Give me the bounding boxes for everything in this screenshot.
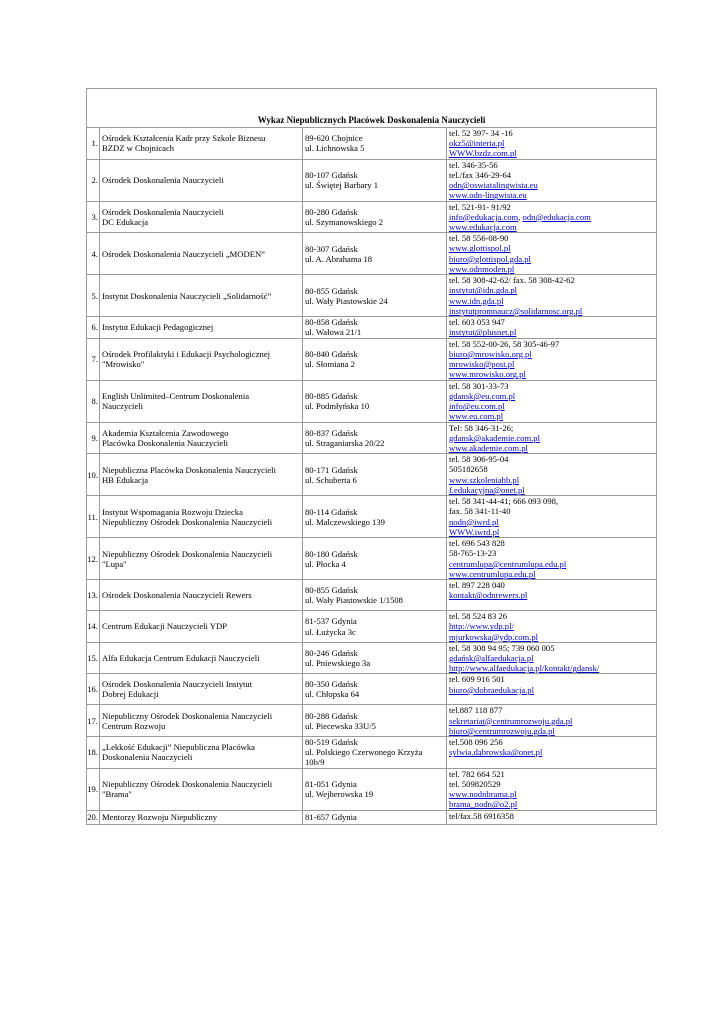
name-line: Ośrodek Doskonalenia Nauczycieli Instytut bbox=[102, 679, 253, 690]
contact-link[interactable]: www.edukacja.com bbox=[449, 222, 517, 233]
facility-address bbox=[303, 496, 447, 538]
contact-line bbox=[449, 433, 654, 443]
address-line: ul. Chłopska 64 bbox=[305, 689, 360, 700]
contact-link[interactable]: mrowisko@post.pl bbox=[449, 359, 515, 370]
contact-line: tel. 58 556-08-90 bbox=[449, 233, 509, 244]
table-row bbox=[87, 496, 657, 538]
contact-line bbox=[449, 243, 654, 253]
contact-link[interactable]: www.szkoleniahb.pl bbox=[449, 474, 520, 485]
row-number: 15. bbox=[87, 642, 100, 674]
name-line: „Lekkość Edukacji” Niepubliczna Placówka bbox=[102, 742, 255, 753]
name-line: Ośrodek Profilaktyki i Edukacji Psychologicznej bbox=[102, 348, 271, 359]
address-line: ul. Piecewska 33U/5 bbox=[305, 720, 376, 731]
facility-name bbox=[100, 380, 303, 422]
row-number: 8. bbox=[87, 380, 100, 422]
address-line: ul. Straganiarska 20/22 bbox=[305, 437, 385, 448]
contact-link[interactable]: info@edukacja.com bbox=[449, 211, 519, 222]
address-line: 80-180 Gdańsk bbox=[305, 548, 358, 559]
table-row bbox=[87, 275, 657, 317]
facility-address bbox=[303, 338, 447, 380]
address-line: 81-051 Gdynia bbox=[305, 778, 357, 789]
name-line: Niepubliczny Ośrodek Doskonalenia Nauczycieli bbox=[102, 778, 273, 789]
facility-address bbox=[303, 454, 447, 496]
address-line: 80-171 Gdańsk bbox=[305, 464, 358, 475]
name-line: Ośrodek Doskonalenia Nauczycieli bbox=[102, 175, 224, 185]
row-number: 1. bbox=[87, 128, 100, 160]
row-number: 2. bbox=[87, 159, 100, 201]
facility-name bbox=[100, 201, 303, 233]
address-line: ul. Łużycka 3c bbox=[305, 626, 356, 637]
table-row bbox=[87, 422, 657, 454]
facility-name bbox=[100, 159, 303, 201]
facility-address bbox=[303, 642, 447, 674]
table-row bbox=[87, 674, 657, 705]
facility-name bbox=[100, 642, 303, 674]
facility-name bbox=[100, 338, 303, 380]
row-number: 3. bbox=[87, 201, 100, 233]
row-number: 12. bbox=[87, 538, 100, 580]
contact-line: tel. 346-35-56 bbox=[449, 159, 498, 170]
facility-contact bbox=[447, 538, 657, 580]
table-row bbox=[87, 611, 657, 643]
row-number: 5. bbox=[87, 275, 100, 317]
name-line: DC Edukacja bbox=[102, 216, 149, 227]
address-line: ul. Malczewskiego 139 bbox=[305, 516, 385, 527]
address-line: 80-107 Gdańsk bbox=[305, 169, 358, 180]
address-line: 80-350 Gdańsk bbox=[305, 679, 358, 690]
table-row bbox=[87, 768, 657, 810]
row-number: 7. bbox=[87, 338, 100, 380]
address-line: ul. A. Abrahama 18 bbox=[305, 253, 373, 264]
contact-line: tel. 58 301-33-73 bbox=[449, 380, 509, 391]
contact-line bbox=[449, 569, 654, 579]
facility-address bbox=[303, 275, 447, 317]
contact-link[interactable]: biuro@dobraedukacja.pl bbox=[449, 684, 534, 695]
facility-name bbox=[100, 496, 303, 538]
contact-line bbox=[449, 663, 654, 673]
contact-link[interactable]: gdansk@akademie.com.pl bbox=[449, 432, 540, 443]
row-number: 17. bbox=[87, 705, 100, 737]
contact-link[interactable]: http://www.alfaedukacja.pl/kontakt/gdansk/ bbox=[449, 663, 600, 674]
address-line: 80-288 Gdańsk bbox=[305, 710, 358, 721]
contact-link[interactable]: www.centrumlupa.edu.pl bbox=[449, 568, 536, 579]
contact-link[interactable]: okz5@interia.pl bbox=[449, 138, 505, 149]
facility-address bbox=[303, 538, 447, 580]
facility-contact bbox=[447, 705, 657, 737]
facility-address bbox=[303, 705, 447, 737]
contact-link[interactable]: sekretariat@centrumrozwoju.gda.pl bbox=[449, 715, 573, 726]
table-row bbox=[87, 233, 657, 275]
contact-line: fax. 58 341-11-40 bbox=[449, 506, 511, 517]
facility-name bbox=[100, 128, 303, 160]
contact-line bbox=[449, 180, 654, 190]
contact-line bbox=[449, 747, 654, 757]
facility-name bbox=[100, 737, 303, 769]
name-line: Ośrodek Doskonalenia Nauczycieli Rewers bbox=[102, 590, 252, 601]
row-number: 4. bbox=[87, 233, 100, 275]
contact-link[interactable]: centrumlupa@centrumlupa.edu.pl bbox=[449, 558, 567, 569]
contact-line bbox=[449, 527, 654, 537]
facility-contact bbox=[447, 380, 657, 422]
name-line: "Lupa" bbox=[102, 558, 127, 569]
address-line: 81-537 Gdynia bbox=[305, 616, 357, 627]
facility-contact bbox=[447, 317, 657, 338]
facility-address bbox=[303, 674, 447, 705]
contact-line: 58-765-13-23 bbox=[449, 548, 497, 559]
contact-line bbox=[449, 369, 654, 379]
table-header-row bbox=[87, 89, 657, 128]
contact-line: info@edukacja.com, odn@edukacja.com bbox=[449, 211, 591, 222]
contact-line bbox=[449, 621, 654, 631]
contact-line: tel. 58 341-44-41; 666 093 098, bbox=[449, 496, 559, 507]
contact-line: tel. 58 306-95-04 bbox=[449, 454, 509, 465]
contact-line: tel. 897 228 040 bbox=[449, 580, 505, 591]
address-line: 80-280 Gdańsk bbox=[305, 206, 358, 217]
contact-line bbox=[449, 296, 654, 306]
address-line: ul. Wały Piastowskie 24 bbox=[305, 295, 388, 306]
row-number: 9. bbox=[87, 422, 100, 454]
address-line: 10b/9 bbox=[305, 757, 325, 768]
contact-line bbox=[449, 349, 654, 359]
facility-name bbox=[100, 810, 303, 824]
facility-name bbox=[100, 454, 303, 496]
name-line: Centrum Rozwoju bbox=[102, 720, 166, 731]
name-line: Instytut Doskonalenia Nauczycieli „Solidarność” bbox=[102, 290, 272, 301]
contact-line bbox=[449, 685, 654, 695]
facility-contact bbox=[447, 737, 657, 769]
facility-contact bbox=[447, 201, 657, 233]
facility-contact bbox=[447, 580, 657, 611]
address-line: 80-840 Gdańsk bbox=[305, 348, 358, 359]
facility-address bbox=[303, 768, 447, 810]
facility-contact bbox=[447, 233, 657, 275]
name-line: Niepubliczna Placówka Doskonalenia Nauczycieli bbox=[102, 464, 276, 475]
table-row bbox=[87, 128, 657, 160]
contact-line: tel. 609 916 501 bbox=[449, 674, 505, 685]
facility-name bbox=[100, 768, 303, 810]
address-line: ul. Lichnowska 5 bbox=[305, 143, 365, 154]
contact-link[interactable]: www.idn.gda.pl bbox=[449, 295, 504, 306]
contact-line: tel. 52 397- 34 -16 bbox=[449, 128, 513, 138]
name-line: Nauczycieli bbox=[102, 401, 144, 412]
address-line: ul. Schuberta 6 bbox=[305, 474, 357, 485]
name-line: Centrum Edukacji Nauczycieli YDP bbox=[102, 621, 227, 632]
facility-name bbox=[100, 674, 303, 705]
address-line: 80-519 Gdańsk bbox=[305, 737, 358, 748]
contact-link[interactable]: www.nodnbrama.pl bbox=[449, 789, 517, 800]
contact-line: tel. 782 664 521 bbox=[449, 768, 505, 779]
contact-line bbox=[449, 327, 654, 337]
facility-address bbox=[303, 810, 447, 824]
name-line: Dobrej Edukacji bbox=[102, 689, 159, 700]
contact-line bbox=[449, 285, 654, 295]
address-line: ul. Polskiego Czerwonego Krzyża bbox=[305, 747, 423, 758]
name-line: Instytut Edukacji Pedagogicznej bbox=[102, 322, 214, 333]
contact-line bbox=[449, 411, 654, 421]
contact-line bbox=[449, 590, 654, 600]
table-row bbox=[87, 454, 657, 496]
address-line: 80-855 Gdańsk bbox=[305, 285, 358, 296]
facility-name bbox=[100, 233, 303, 275]
contact-link[interactable]: biuro@mrowisko.org.pl bbox=[449, 348, 532, 359]
facility-name bbox=[100, 705, 303, 737]
contact-link[interactable]: nodn@iwrd.pl bbox=[449, 516, 499, 527]
address-line: 81-657 Gdynia bbox=[305, 812, 357, 823]
facility-address bbox=[303, 380, 447, 422]
facility-contact bbox=[447, 496, 657, 538]
contact-line bbox=[449, 148, 654, 158]
row-number: 14. bbox=[87, 611, 100, 643]
contact-link[interactable]: www.eu.com.pl bbox=[449, 411, 504, 422]
name-line: Niepubliczny Ośrodek Doskonalenia Nauczycieli bbox=[102, 710, 273, 721]
facility-address bbox=[303, 159, 447, 201]
facility-contact bbox=[447, 674, 657, 705]
name-line: Niepubliczny Ośrodek Doskonalenia Nauczycieli bbox=[102, 548, 273, 559]
contact-link[interactable]: instytut@plusnet.pl bbox=[449, 327, 517, 338]
name-line: Alfa Edukacja Centrum Edukacji Nauczycieli bbox=[102, 653, 260, 664]
name-line: Ośrodek Doskonalenia Nauczycieli „MODEN” bbox=[102, 248, 265, 259]
facility-contact bbox=[447, 611, 657, 643]
table-row bbox=[87, 580, 657, 611]
facility-contact bbox=[447, 642, 657, 674]
facility-name bbox=[100, 317, 303, 338]
facility-name bbox=[100, 422, 303, 454]
facility-name bbox=[100, 275, 303, 317]
row-number: 18. bbox=[87, 737, 100, 769]
facility-address bbox=[303, 233, 447, 275]
row-number: 16. bbox=[87, 674, 100, 705]
table-row bbox=[87, 737, 657, 769]
facility-address bbox=[303, 201, 447, 233]
facility-contact bbox=[447, 128, 657, 160]
address-line: 80-837 Gdańsk bbox=[305, 427, 358, 438]
address-line: ul. Wejherowska 19 bbox=[305, 789, 374, 800]
contact-line bbox=[449, 443, 654, 453]
facility-contact bbox=[447, 275, 657, 317]
contact-line bbox=[449, 391, 654, 401]
contact-link[interactable]: odn@edukacja.com bbox=[522, 211, 591, 222]
name-line: Ośrodek Doskonalenia Nauczycieli bbox=[102, 206, 224, 217]
address-line: ul. Podmłyńska 10 bbox=[305, 401, 370, 412]
contact-line bbox=[449, 517, 654, 527]
contact-link[interactable]: www.akademie.com.pl bbox=[449, 443, 528, 454]
contact-line bbox=[449, 359, 654, 369]
row-number: 19. bbox=[87, 768, 100, 810]
table-row bbox=[87, 538, 657, 580]
address-line: 80-114 Gdańsk bbox=[305, 506, 358, 517]
facility-contact bbox=[447, 159, 657, 201]
contact-line bbox=[449, 138, 654, 148]
facility-address bbox=[303, 317, 447, 338]
address-line: ul. Płocka 4 bbox=[305, 558, 346, 569]
table-row bbox=[87, 317, 657, 338]
contact-line bbox=[449, 653, 654, 663]
contact-line: tel.508 096 256 bbox=[449, 737, 503, 748]
contact-line: tel. 603 053 947 bbox=[449, 317, 505, 328]
contact-line bbox=[449, 632, 654, 642]
contact-line: tel. 509820529 bbox=[449, 778, 501, 789]
contact-link[interactable]: http://www.ydp.pl/ bbox=[449, 621, 514, 632]
contact-line bbox=[449, 401, 654, 411]
contact-line bbox=[449, 475, 654, 485]
name-line: BZDZ w Chojnicach bbox=[102, 143, 175, 154]
contact-line: tel. 58 552-00-26, 58 305-46-97 bbox=[449, 338, 560, 349]
contact-link[interactable]: instytutpromnaucz@solidarnosc.org.pl bbox=[449, 305, 583, 316]
facility-contact bbox=[447, 768, 657, 810]
contact-link[interactable]: www.odnmoden.pl bbox=[449, 263, 515, 274]
contact-line: tel. 696 543 828 bbox=[449, 538, 505, 549]
contact-line bbox=[449, 559, 654, 569]
contact-link[interactable]: instytut@idn.gda.pl bbox=[449, 285, 518, 296]
table-row bbox=[87, 642, 657, 674]
address-line: ul. Świętej Barbary 1 bbox=[305, 180, 379, 191]
facility-address bbox=[303, 737, 447, 769]
address-line: 80-246 Gdańsk bbox=[305, 647, 358, 658]
contact-link[interactable]: biuro@centrumrozwoju.gda.pl bbox=[449, 725, 555, 736]
facility-contact bbox=[447, 338, 657, 380]
facility-address bbox=[303, 611, 447, 643]
contact-link[interactable]: odn@oswiatalingwista.eu bbox=[449, 180, 538, 191]
table-title: Wykaz Niepublicznych Placówek Doskonalenia Nauczycieli bbox=[87, 89, 657, 128]
address-line: 80-855 Gdańsk bbox=[305, 585, 358, 596]
contact-line: tel.887 118 877 bbox=[449, 705, 503, 716]
contact-line bbox=[449, 726, 654, 736]
contact-line: tel. 58 308-42-62/ fax. 58 308-42-62 bbox=[449, 275, 575, 286]
contact-link[interactable]: WWW.bzdz.com.pl bbox=[449, 148, 517, 159]
address-line: ul. Pniewskiego 3a bbox=[305, 658, 371, 669]
row-number: 13. bbox=[87, 580, 100, 611]
facility-address bbox=[303, 422, 447, 454]
table-row bbox=[87, 201, 657, 233]
facility-name bbox=[100, 611, 303, 643]
name-line: Placówka Doskonalenia Nauczycieli bbox=[102, 437, 228, 448]
address-line: 80-307 Gdańsk bbox=[305, 243, 358, 254]
contact-link[interactable]: mjurkowska@ydp.com.pl bbox=[449, 631, 539, 642]
contact-line bbox=[449, 306, 654, 316]
contact-line: tel. 58 524 83 26 bbox=[449, 611, 508, 622]
facilities-table bbox=[86, 88, 657, 825]
contact-line bbox=[449, 485, 654, 495]
contact-line bbox=[449, 254, 654, 264]
contact-line: Tel: 58 346-31-26; bbox=[449, 422, 514, 433]
row-number: 6. bbox=[87, 317, 100, 338]
row-number: 20. bbox=[87, 810, 100, 824]
address-line: ul. Wały Piastowskie 1/1508 bbox=[305, 595, 403, 606]
contact-line bbox=[449, 799, 654, 809]
address-line: 80-858 Gdańsk bbox=[305, 317, 358, 328]
row-number: 10. bbox=[87, 454, 100, 496]
facility-contact bbox=[447, 422, 657, 454]
facility-address bbox=[303, 580, 447, 611]
name-line: Akademia Kształcenia Zawodowego bbox=[102, 427, 229, 438]
name-line: "Brama" bbox=[102, 789, 132, 800]
contact-link[interactable]: WWW.iwrd.pl bbox=[449, 526, 500, 537]
contact-line bbox=[449, 264, 654, 274]
table-row bbox=[87, 380, 657, 422]
contact-link[interactable]: biuro@glottispol.gda.pl bbox=[449, 253, 531, 264]
contact-link[interactable]: www.odn-lingwista.eu bbox=[449, 190, 527, 201]
contact-link[interactable]: gdansk@eu.com.pl bbox=[449, 390, 516, 401]
contact-link[interactable]: brama_nodn@o2.pl bbox=[449, 799, 518, 810]
facility-contact bbox=[447, 810, 657, 824]
contact-link[interactable]: sylwia.dąbrowska@onet.pl bbox=[449, 747, 543, 758]
contact-link[interactable]: kontakt@odnrewers.pl bbox=[449, 590, 528, 601]
contact-link[interactable]: www.glottispol.pl bbox=[449, 243, 511, 254]
name-line: HB Edukacja bbox=[102, 474, 149, 485]
contact-line: tel. 521-91- 91/92 bbox=[449, 201, 511, 212]
table-row bbox=[87, 159, 657, 201]
address-line: 89-620 Chojnice bbox=[305, 133, 363, 144]
facility-contact bbox=[447, 454, 657, 496]
contact-line bbox=[449, 222, 654, 232]
name-line: Ośrodek Kształcenia Kadr przy Szkole Biznesu bbox=[102, 133, 266, 144]
table-row bbox=[87, 338, 657, 380]
name-line: Niepubliczny Ośrodek Doskonalenia Nauczycieli bbox=[102, 516, 273, 527]
address-line: ul. Szymanowskiego 2 bbox=[305, 216, 384, 227]
address-line: ul. Wałowa 21/1 bbox=[305, 327, 362, 338]
contact-line bbox=[449, 789, 654, 799]
address-line: 80-885 Gdańsk bbox=[305, 390, 358, 401]
name-line: "Mrowisko" bbox=[102, 359, 145, 370]
facility-name bbox=[100, 580, 303, 611]
contact-line bbox=[449, 716, 654, 726]
row-number: 11. bbox=[87, 496, 100, 538]
contact-line: 505182658 bbox=[449, 464, 488, 475]
facility-address bbox=[303, 128, 447, 160]
contact-line: tel/fax.58 6916358 bbox=[449, 810, 514, 821]
table-row bbox=[87, 810, 657, 824]
contact-line: tel. 58 308 94 95; 739 060 005 bbox=[449, 642, 555, 653]
name-line: Instytut Wspomagania Rozwoju Dziecka bbox=[102, 506, 243, 517]
table-row bbox=[87, 705, 657, 737]
contact-link[interactable]: www.mrowisko.org.pl bbox=[449, 369, 526, 380]
contact-line bbox=[449, 190, 654, 200]
facility-name bbox=[100, 538, 303, 580]
address-line: ul. Słomiana 2 bbox=[305, 359, 355, 370]
contact-link[interactable]: gdańsk@alfaedukacja.pl bbox=[449, 653, 534, 664]
contact-link[interactable]: info@eu.com.pl bbox=[449, 401, 505, 412]
name-line: Mentorzy Rozwoju Niepubliczny bbox=[102, 812, 218, 823]
contact-line: tel./fax 346-29-64 bbox=[449, 169, 512, 180]
name-line: English Unlimited–Centrum Doskonalenia bbox=[102, 390, 250, 401]
name-line: Doskonalenia Nauczycieli bbox=[102, 752, 193, 763]
contact-link[interactable]: f.edukacyjna@onet.pl bbox=[449, 484, 525, 495]
